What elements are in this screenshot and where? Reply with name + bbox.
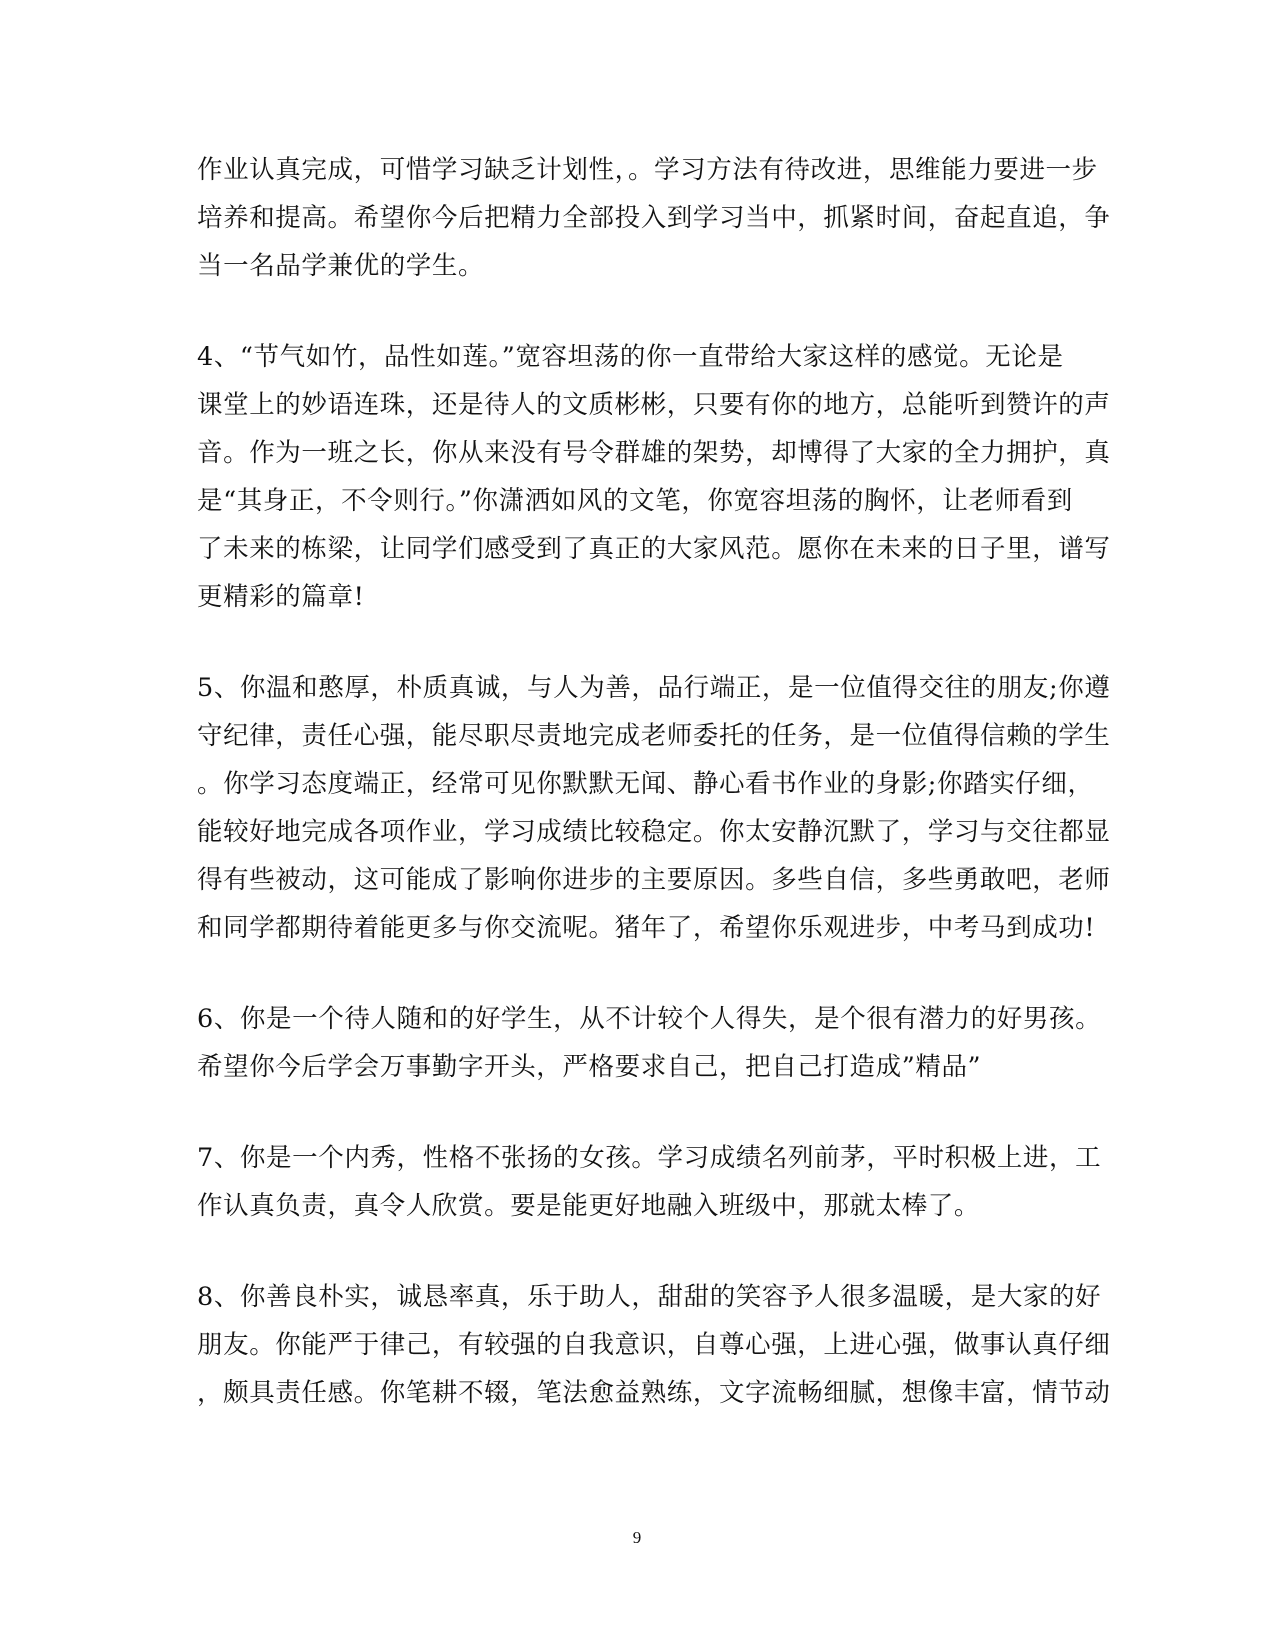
text-line: 6、你是一个待人随和的好学生，从不计较个人得失，是个很有潜力的好男孩。: [197, 1004, 1102, 1034]
text-line: 7、你是一个内秀，性格不张扬的女孩。学习成绩名列前茅，平时积极上进，工: [197, 1143, 1102, 1173]
text-line: ，颇具责任感。你笔耕不辍，笔法愈益熟练，文字流畅细腻，想像丰富，情节动: [197, 1378, 1111, 1408]
text-line: 课堂上的妙语连珠，还是待人的文质彬彬，只要有你的地方，总能听到赞许的声: [197, 390, 1111, 420]
text-line: 了未来的栋梁，让同学们感受到了真正的大家风范。愿你在未来的日子里，谱写: [197, 534, 1111, 564]
text-line: 是“其身正，不令则行。”你潇洒如风的文笔，你宽容坦荡的胸怀，让老师看到: [197, 486, 1073, 516]
text-line: 4、“节气如竹，品性如莲。”宽容坦荡的你一直带给大家这样的感觉。无论是: [197, 342, 1064, 372]
text-line: 和同学都期待着能更多与你交流呢。猪年了，希望你乐观进步，中考马到成功!: [197, 913, 1096, 943]
text-line: 8、你善良朴实，诚恳率真，乐于助人，甜甜的笑容予人很多温暖，是大家的好: [197, 1282, 1102, 1312]
text-line: 更精彩的篇章!: [197, 582, 365, 612]
page-number: 9: [632, 1528, 642, 1547]
text-line: 作业认真完成，可惜学习缺乏计划性，。学习方法有待改进，思维能力要进一步: [197, 155, 1098, 185]
text-line: 守纪律，责任心强，能尽职尽责地完成老师委托的任务，是一位值得信赖的学生: [197, 721, 1111, 751]
text-line: 能较好地完成各项作业，学习成绩比较稳定。你太安静沉默了，学习与交往都显: [197, 817, 1111, 847]
text-line: 音。作为一班之长，你从来没有号令群雄的架势，却博得了大家的全力拥护，真: [197, 438, 1111, 468]
text-line: 。你学习态度端正，经常可见你默默无闻、静心看书作业的身影;你踏实仔细，: [197, 769, 1094, 799]
text-line: 得有些被动，这可能成了影响你进步的主要原因。多些自信，多些勇敢吧，老师: [197, 865, 1111, 895]
text-line: 当一名品学兼优的学生。: [197, 251, 485, 281]
text-line: 5、你温和憨厚，朴质真诚，与人为善，品行端正，是一位值得交往的朋友;你遵: [197, 673, 1111, 703]
text-line: 希望你今后学会万事勤字开头，严格要求自己，把自己打造成”精品”: [197, 1052, 982, 1082]
text-line: 培养和提高。希望你今后把精力全部投入到学习当中，抓紧时间，奋起直追，争: [197, 203, 1111, 233]
text-line: 朋友。你能严于律己，有较强的自我意识，自尊心强，上进心强，做事认真仔细: [197, 1330, 1111, 1360]
text-line: 作认真负责，真令人欣赏。要是能更好地融入班级中，那就太棒了。: [197, 1191, 981, 1221]
